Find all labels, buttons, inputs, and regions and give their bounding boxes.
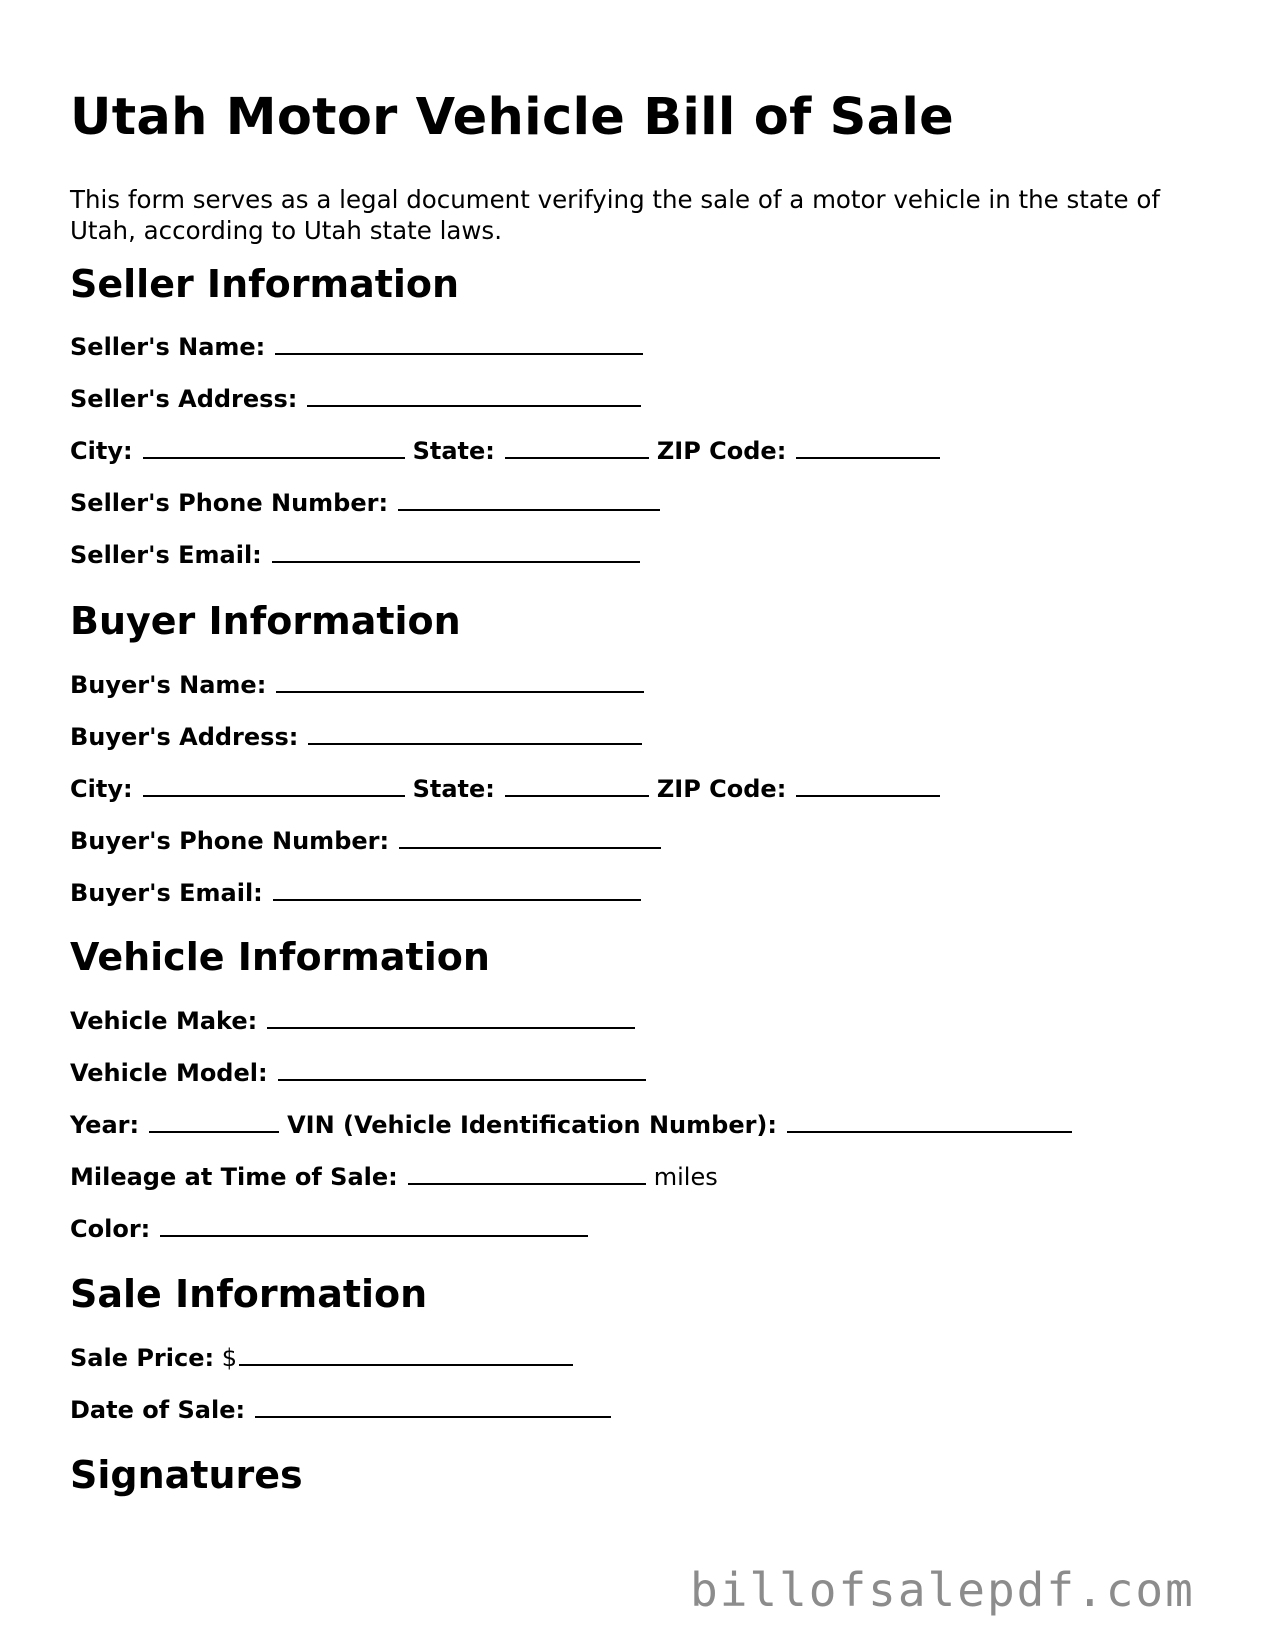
vehicle-year-label: Year: <box>70 1111 140 1139</box>
sale-section-heading: Sale Information <box>70 1272 428 1316</box>
sale-date-row <box>70 1394 611 1426</box>
seller-address-field[interactable] <box>307 385 641 407</box>
buyer-phone-field[interactable] <box>399 827 661 849</box>
buyer-city-field[interactable] <box>143 775 405 797</box>
seller-name-field[interactable] <box>275 333 643 355</box>
vehicle-year-field[interactable] <box>149 1111 279 1133</box>
buyer-email-label: Buyer's Email: <box>70 879 263 907</box>
sale-date-field[interactable] <box>255 1396 611 1418</box>
vehicle-year-vin-row <box>70 1109 1072 1141</box>
buyer-name-field[interactable] <box>276 671 644 693</box>
seller-city-label: City: <box>70 437 133 465</box>
vehicle-model-row <box>70 1057 646 1089</box>
mileage-unit: miles <box>653 1163 718 1191</box>
seller-city-field[interactable] <box>143 437 405 459</box>
seller-phone-row <box>70 487 660 519</box>
seller-city-state-zip-row <box>70 435 940 467</box>
watermark: billofsalepdf.com <box>690 1563 1195 1617</box>
seller-section-heading: Seller Information <box>70 262 460 306</box>
seller-zip-field[interactable] <box>796 437 940 459</box>
vehicle-make-label: Vehicle Make: <box>70 1007 258 1035</box>
buyer-email-field[interactable] <box>273 879 641 901</box>
vehicle-mileage-label: Mileage at Time of Sale: <box>70 1163 398 1191</box>
vehicle-model-label: Vehicle Model: <box>70 1059 268 1087</box>
buyer-city-state-zip-row <box>70 773 940 805</box>
buyer-address-field[interactable] <box>308 723 642 745</box>
currency-symbol: $ <box>221 1344 238 1372</box>
vehicle-vin-label: VIN (Vehicle Identification Number): <box>287 1111 777 1139</box>
page-title: Utah Motor Vehicle Bill of Sale <box>70 88 955 147</box>
signatures-section-heading: Signatures <box>70 1453 303 1497</box>
seller-email-field[interactable] <box>272 541 640 563</box>
buyer-zip-label: ZIP Code: <box>656 775 787 803</box>
vehicle-color-row <box>70 1213 588 1245</box>
buyer-name-label: Buyer's Name: <box>70 671 267 699</box>
buyer-state-field[interactable] <box>505 775 649 797</box>
seller-phone-label: Seller's Phone Number: <box>70 489 389 517</box>
seller-name-label: Seller's Name: <box>70 333 266 361</box>
vehicle-make-field[interactable] <box>267 1007 635 1029</box>
vehicle-color-field[interactable] <box>160 1215 588 1237</box>
buyer-city-label: City: <box>70 775 133 803</box>
buyer-name-row <box>70 669 644 701</box>
sale-date-label: Date of Sale: <box>70 1396 246 1424</box>
intro-paragraph: This form serves as a legal document verifying the sale of a motor vehicle in the state of Utah, according to Utah state laws. <box>70 185 1161 245</box>
buyer-email-row <box>70 877 641 909</box>
seller-address-row <box>70 383 641 415</box>
buyer-phone-label: Buyer's Phone Number: <box>70 827 390 855</box>
buyer-state-label: State: <box>412 775 495 803</box>
seller-email-row <box>70 539 640 571</box>
seller-phone-field[interactable] <box>398 489 660 511</box>
seller-address-label: Seller's Address: <box>70 385 298 413</box>
vehicle-section-heading: Vehicle Information <box>70 935 490 979</box>
vehicle-vin-field[interactable] <box>787 1111 1072 1133</box>
seller-zip-label: ZIP Code: <box>656 437 787 465</box>
vehicle-mileage-row <box>70 1161 718 1193</box>
buyer-address-label: Buyer's Address: <box>70 723 299 751</box>
seller-state-label: State: <box>412 437 495 465</box>
vehicle-model-field[interactable] <box>278 1059 646 1081</box>
buyer-phone-row <box>70 825 661 857</box>
seller-state-field[interactable] <box>505 437 649 459</box>
buyer-section-heading: Buyer Information <box>70 599 461 643</box>
vehicle-mileage-field[interactable] <box>408 1163 646 1185</box>
sale-price-field[interactable] <box>239 1344 573 1366</box>
buyer-address-row <box>70 721 642 753</box>
buyer-zip-field[interactable] <box>796 775 940 797</box>
vehicle-color-label: Color: <box>70 1215 151 1243</box>
vehicle-make-row <box>70 1005 635 1037</box>
seller-name-row <box>70 331 643 363</box>
sale-price-label: Sale Price: <box>70 1344 215 1372</box>
sale-price-row <box>70 1342 573 1374</box>
seller-email-label: Seller's Email: <box>70 541 262 569</box>
